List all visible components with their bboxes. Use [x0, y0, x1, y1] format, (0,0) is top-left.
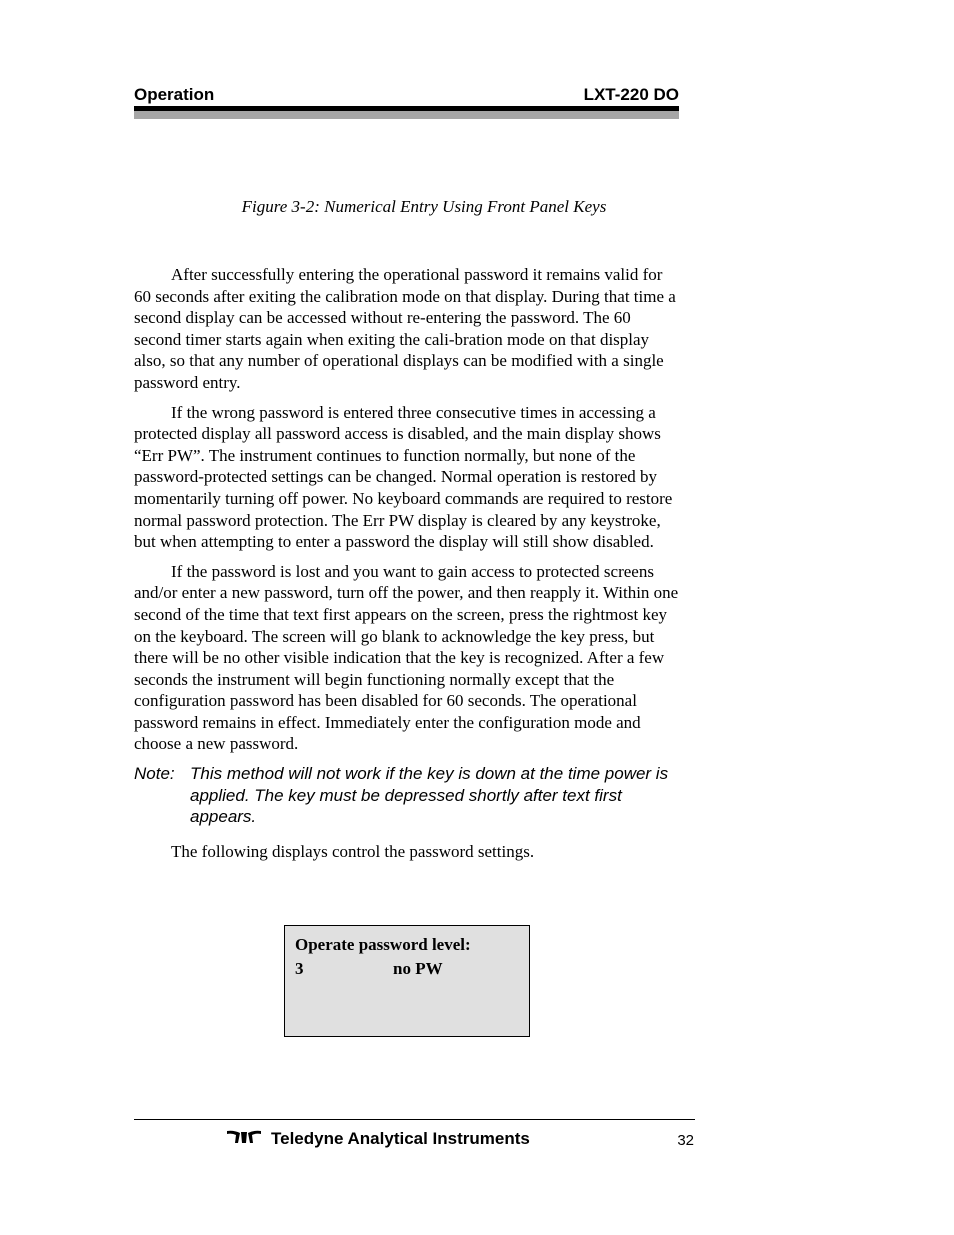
body-content [134, 264, 682, 870]
note-label: Note: [134, 764, 175, 784]
footer-page-number: 32 [677, 1132, 694, 1149]
note-block [134, 763, 682, 828]
display-status: no PW [393, 959, 443, 978]
paragraph-wrong-password: If the wrong password is entered three consecutive times in accessing a protected display all password access is disabled, and the main display shows “Err PW”. The instrument continues to function normally, but none of the password-protected settings can be changed. Normal operation is restored by momentarily turning off power. No keyboard commands are required to restore normal password protection. The Err PW display is cleared by any keystroke, but when attempting to enter a password the display will still show disabled. [134, 402, 673, 552]
figure-caption: Figure 3-2: Numerical Entry Using Front Panel Keys [241, 197, 607, 216]
header-rule-gray [134, 111, 679, 119]
header-model-name: LXT-220 DO [583, 85, 679, 104]
display-title: Operate password level: [295, 935, 471, 954]
paragraph-following-displays: The following displays control the password settings. [171, 841, 535, 861]
paragraph-lost-password: If the password is lost and you want to gain access to protected screens and/or enter a new password, turn off the power, and then reapply it. Within one second of the time that text first appears on the screen, press the rightmost key on the keyboard. The screen will go blank to acknowledge the key press, but there will be no other visible indication that the key is recognized. After a few seconds the instrument will begin functioning normally except that the configuration password has been disabled for 60 seconds. The operational password remains in effect. Immediately enter the configuration mode and choose a new password. [134, 561, 679, 754]
note-text: This method will not work if the key is down at the time power is applied. The key must be depressed shortly after text first appears. [190, 764, 669, 827]
display-level-value: 3 [295, 959, 304, 978]
teledyne-logo-icon [226, 1130, 262, 1144]
header-section-title: Operation [134, 85, 215, 104]
operate-password-display [284, 925, 530, 1037]
footer-company-name: Teledyne Analytical Instruments [271, 1129, 530, 1148]
footer-rule [134, 1119, 695, 1120]
paragraph-password-validity: After successfully entering the operational password it remains valid for 60 seconds after exiting the calibration mode on that display. During that time a second display can be accessed without re-entering the password. The 60 second timer starts again when exiting the cali-bration mode on that display also, so that any number of operational displays can be modified with a single password entry. [134, 265, 676, 392]
